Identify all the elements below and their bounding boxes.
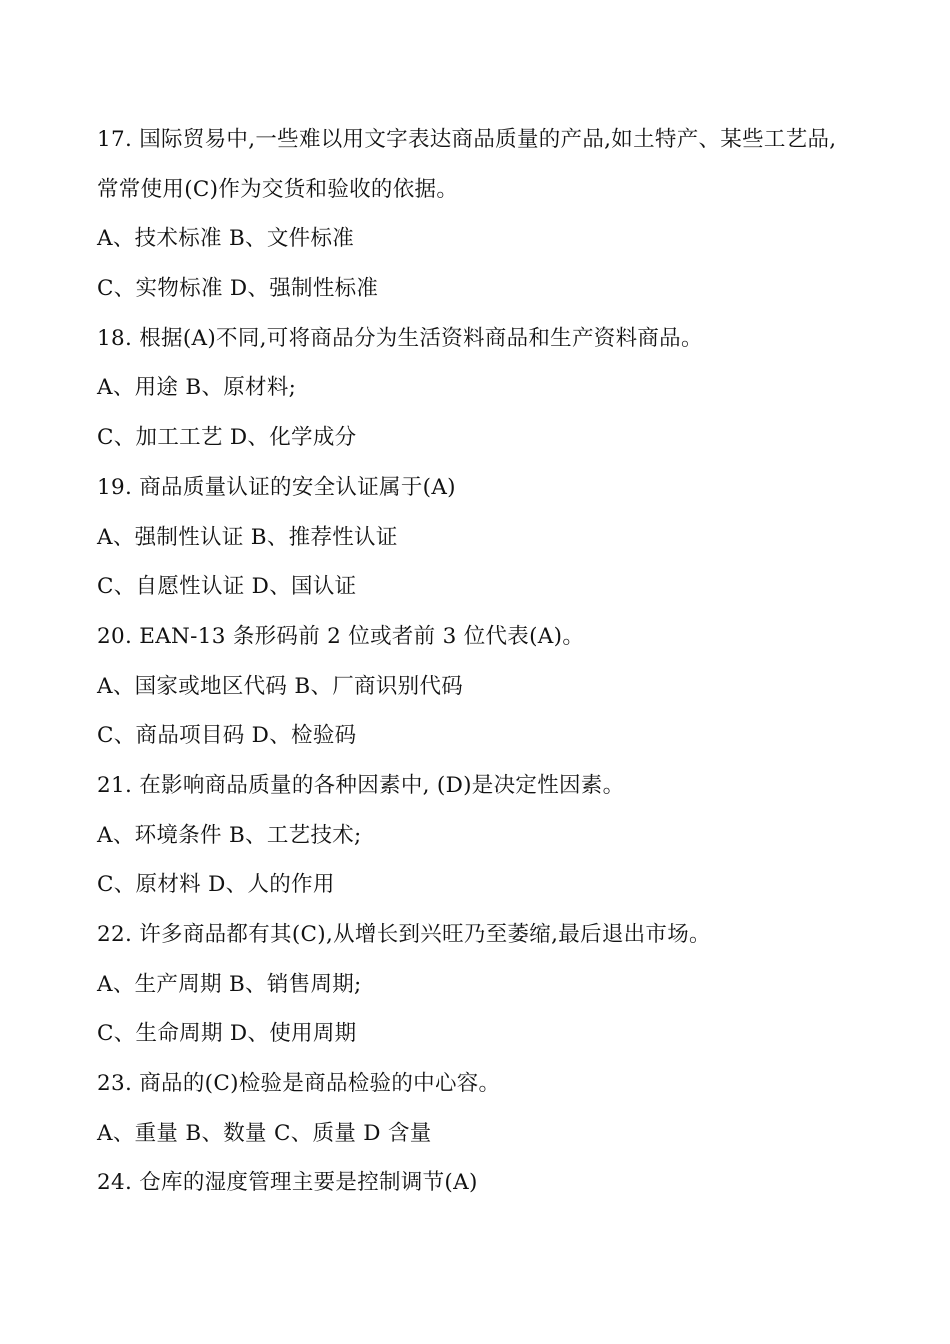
question-18-text: 18. 根据(A)不同,可将商品分为生活资料商品和生产资料商品。: [97, 325, 703, 351]
question-19-text: 19. 商品质量认证的安全认证属于(A): [97, 474, 456, 500]
question-22-options-cd: C、生命周期 D、使用周期: [97, 1021, 357, 1047]
question-18-options-ab: A、用途 B、原材料;: [97, 375, 297, 401]
question-23-text: 23. 商品的(C)检验是商品检验的中心容。: [97, 1071, 501, 1097]
question-list: [97, 120, 897, 1213]
question-20-text: 20. EAN-13 条形码前 2 位或者前 3 位代表(A)。: [97, 623, 585, 649]
question-17-text-continued: 常常使用(C)作为交货和验收的依据。: [97, 176, 459, 202]
question-22-options-ab: A、生产周期 B、销售周期;: [97, 971, 362, 997]
question-17-options-cd: C、实物标准 D、强制性标准: [97, 276, 379, 302]
question-20-options-ab: A、国家或地区代码 B、厂商识别代码: [97, 673, 464, 699]
question-24-text: 24. 仓库的湿度管理主要是控制调节(A): [97, 1170, 478, 1196]
question-20-options-cd: C、商品项目码 D、检验码: [97, 723, 357, 749]
question-19-options-ab: A、强制性认证 B、推荐性认证: [97, 524, 398, 550]
question-21-text: 21. 在影响商品质量的各种因素中, (D)是决定性因素。: [97, 772, 625, 798]
question-23-options: A、重量 B、数量 C、质量 D 含量: [97, 1120, 432, 1146]
question-17-text: 17. 国际贸易中,一些难以用文字表达商品质量的产品,如土特产、某些工艺品,: [97, 127, 837, 152]
question-17-options-ab: A、技术标准 B、文件标准: [97, 226, 355, 252]
question-22-text: 22. 许多商品都有其(C),从增长到兴旺乃至萎缩,最后退出市场。: [97, 922, 711, 947]
question-19-options-cd: C、自愿性认证 D、国认证: [97, 574, 357, 600]
question-21-options-cd: C、原材料 D、人的作用: [97, 872, 335, 898]
question-21-options-ab: A、环境条件 B、工艺技术;: [97, 822, 362, 848]
question-18-options-cd: C、加工工艺 D、化学成分: [97, 425, 357, 451]
